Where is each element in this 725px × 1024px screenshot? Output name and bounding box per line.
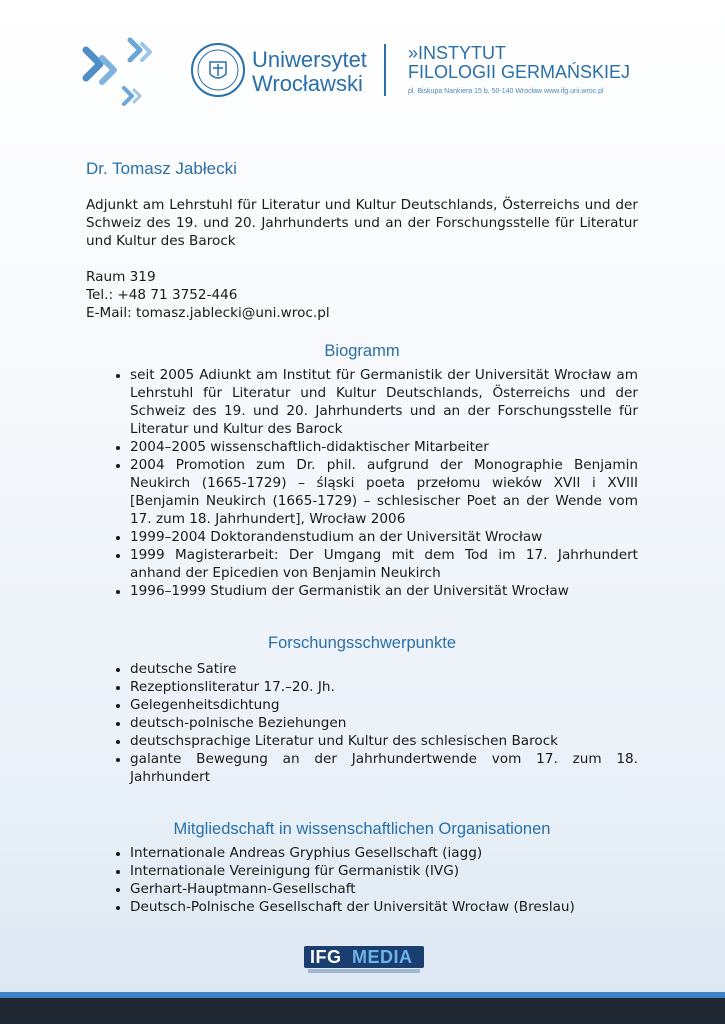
- biogramm-list: [86, 366, 638, 600]
- university-seal-icon: [190, 42, 246, 98]
- ifg-media-logo: [304, 946, 424, 974]
- list-item: • Internationale Vereinigung für Germanistik (IVG): [130, 862, 638, 880]
- chevrons-logo-icon: [82, 36, 162, 110]
- ifg-logo-text: IFG: [310, 947, 342, 967]
- list-item: • Internationale Andreas Gryphius Gesellschaft (iagg): [130, 844, 638, 862]
- institute-address: pl. Biskupa Nankiera 15 b, 50-140 Wrocław www.ifg.uni.wroc.pl: [408, 88, 604, 95]
- section-title-biogramm: Biogramm: [324, 342, 400, 360]
- person-email: E-Mail: tomasz.jablecki@uni.wroc.pl: [86, 305, 330, 321]
- university-name: [252, 48, 367, 96]
- list-item: • seit 2005 Adiunkt am Institut für Germanistik der Universität Wrocław am Lehrstuhl für Literatur und Kultur Deutschlands, Österreichs und der Schweiz des 19. und 20. Jahrhunderts und an der Forschungsstelle für Literatur und Kultur des Barock: [130, 366, 638, 438]
- university-name-line2: Wrocławski: [252, 71, 363, 96]
- media-logo-text: MEDIA: [352, 947, 413, 967]
- header-divider: [384, 44, 386, 96]
- list-item: • deutsch-polnische Beziehungen: [130, 714, 638, 732]
- list-item: • galante Bewegung an der Jahrhundertwende vom 17. zum 18. Jahrhundert: [130, 750, 638, 786]
- section-title-mitglied: Mitgliedschaft in wissenschaftlichen Organisationen: [173, 820, 551, 838]
- document-body: [86, 160, 638, 916]
- person-position: Adjunkt am Lehrstuhl für Literatur und Kultur Deutschlands, Österreichs und der Schweiz des 19. und 20. Jahrhunderts und an der Forschungsstelle für Literatur und Kultur des Barock: [86, 197, 638, 249]
- logo-tagline-strip: [308, 969, 420, 973]
- mitglied-list: [86, 844, 638, 916]
- list-item: • Rezeptionsliteratur 17.–20. Jh.: [130, 678, 638, 696]
- list-item: • 1996–1999 Studium der Germanistik an der Universität Wrocław: [130, 582, 638, 600]
- list-item: • 1999–2004 Doktorandenstudium an der Universität Wrocław: [130, 528, 638, 546]
- institute-name: [408, 44, 630, 95]
- list-item: • deutsche Satire: [130, 660, 638, 678]
- list-item: • 2004–2005 wissenschaftlich-didaktischer Mitarbeiter: [130, 438, 638, 456]
- person-tel: Tel.: +48 71 3752-446: [86, 287, 238, 303]
- list-item: • Gelegenheitsdichtung: [130, 696, 638, 714]
- institute-line2: FILOLOGII GERMAŃSKIEJ: [408, 62, 631, 82]
- list-item: • 1999 Magisterarbeit: Der Umgang mit dem Tod im 17. Jahrhundert anhand der Epicedien von Benjamin Neukirch: [130, 546, 638, 582]
- list-item: • deutschsprachige Literatur und Kultur des schlesischen Barock: [130, 732, 638, 750]
- person-name: Dr. Tomasz Jabłecki: [86, 159, 237, 178]
- list-item: • 2004 Promotion zum Dr. phil. aufgrund der Monographie Benjamin Neukirch (1665-1729) – śląski poeta przełomu wieków XVII i XVIII [Benjamin Neukirch (1665-1729) – schlesischer Poet an der Wende vom 17. zum 18. Jahrhundert], Wrocław 2006: [130, 456, 638, 528]
- institute-line1: »INSTYTUT: [408, 43, 507, 63]
- university-name-line1: Uniwersytet: [252, 47, 367, 72]
- footer-bar: [0, 998, 725, 1024]
- list-item: • Deutsch-Polnische Gesellschaft der Universität Wrocław (Breslau): [130, 898, 638, 916]
- person-room: Raum 319: [86, 269, 156, 285]
- section-title-forschung: Forschungsschwerpunkte: [267, 634, 456, 652]
- list-item: • Gerhart-Hauptmann-Gesellschaft: [130, 880, 638, 898]
- forschung-list: [86, 660, 638, 786]
- letterhead: [0, 30, 725, 110]
